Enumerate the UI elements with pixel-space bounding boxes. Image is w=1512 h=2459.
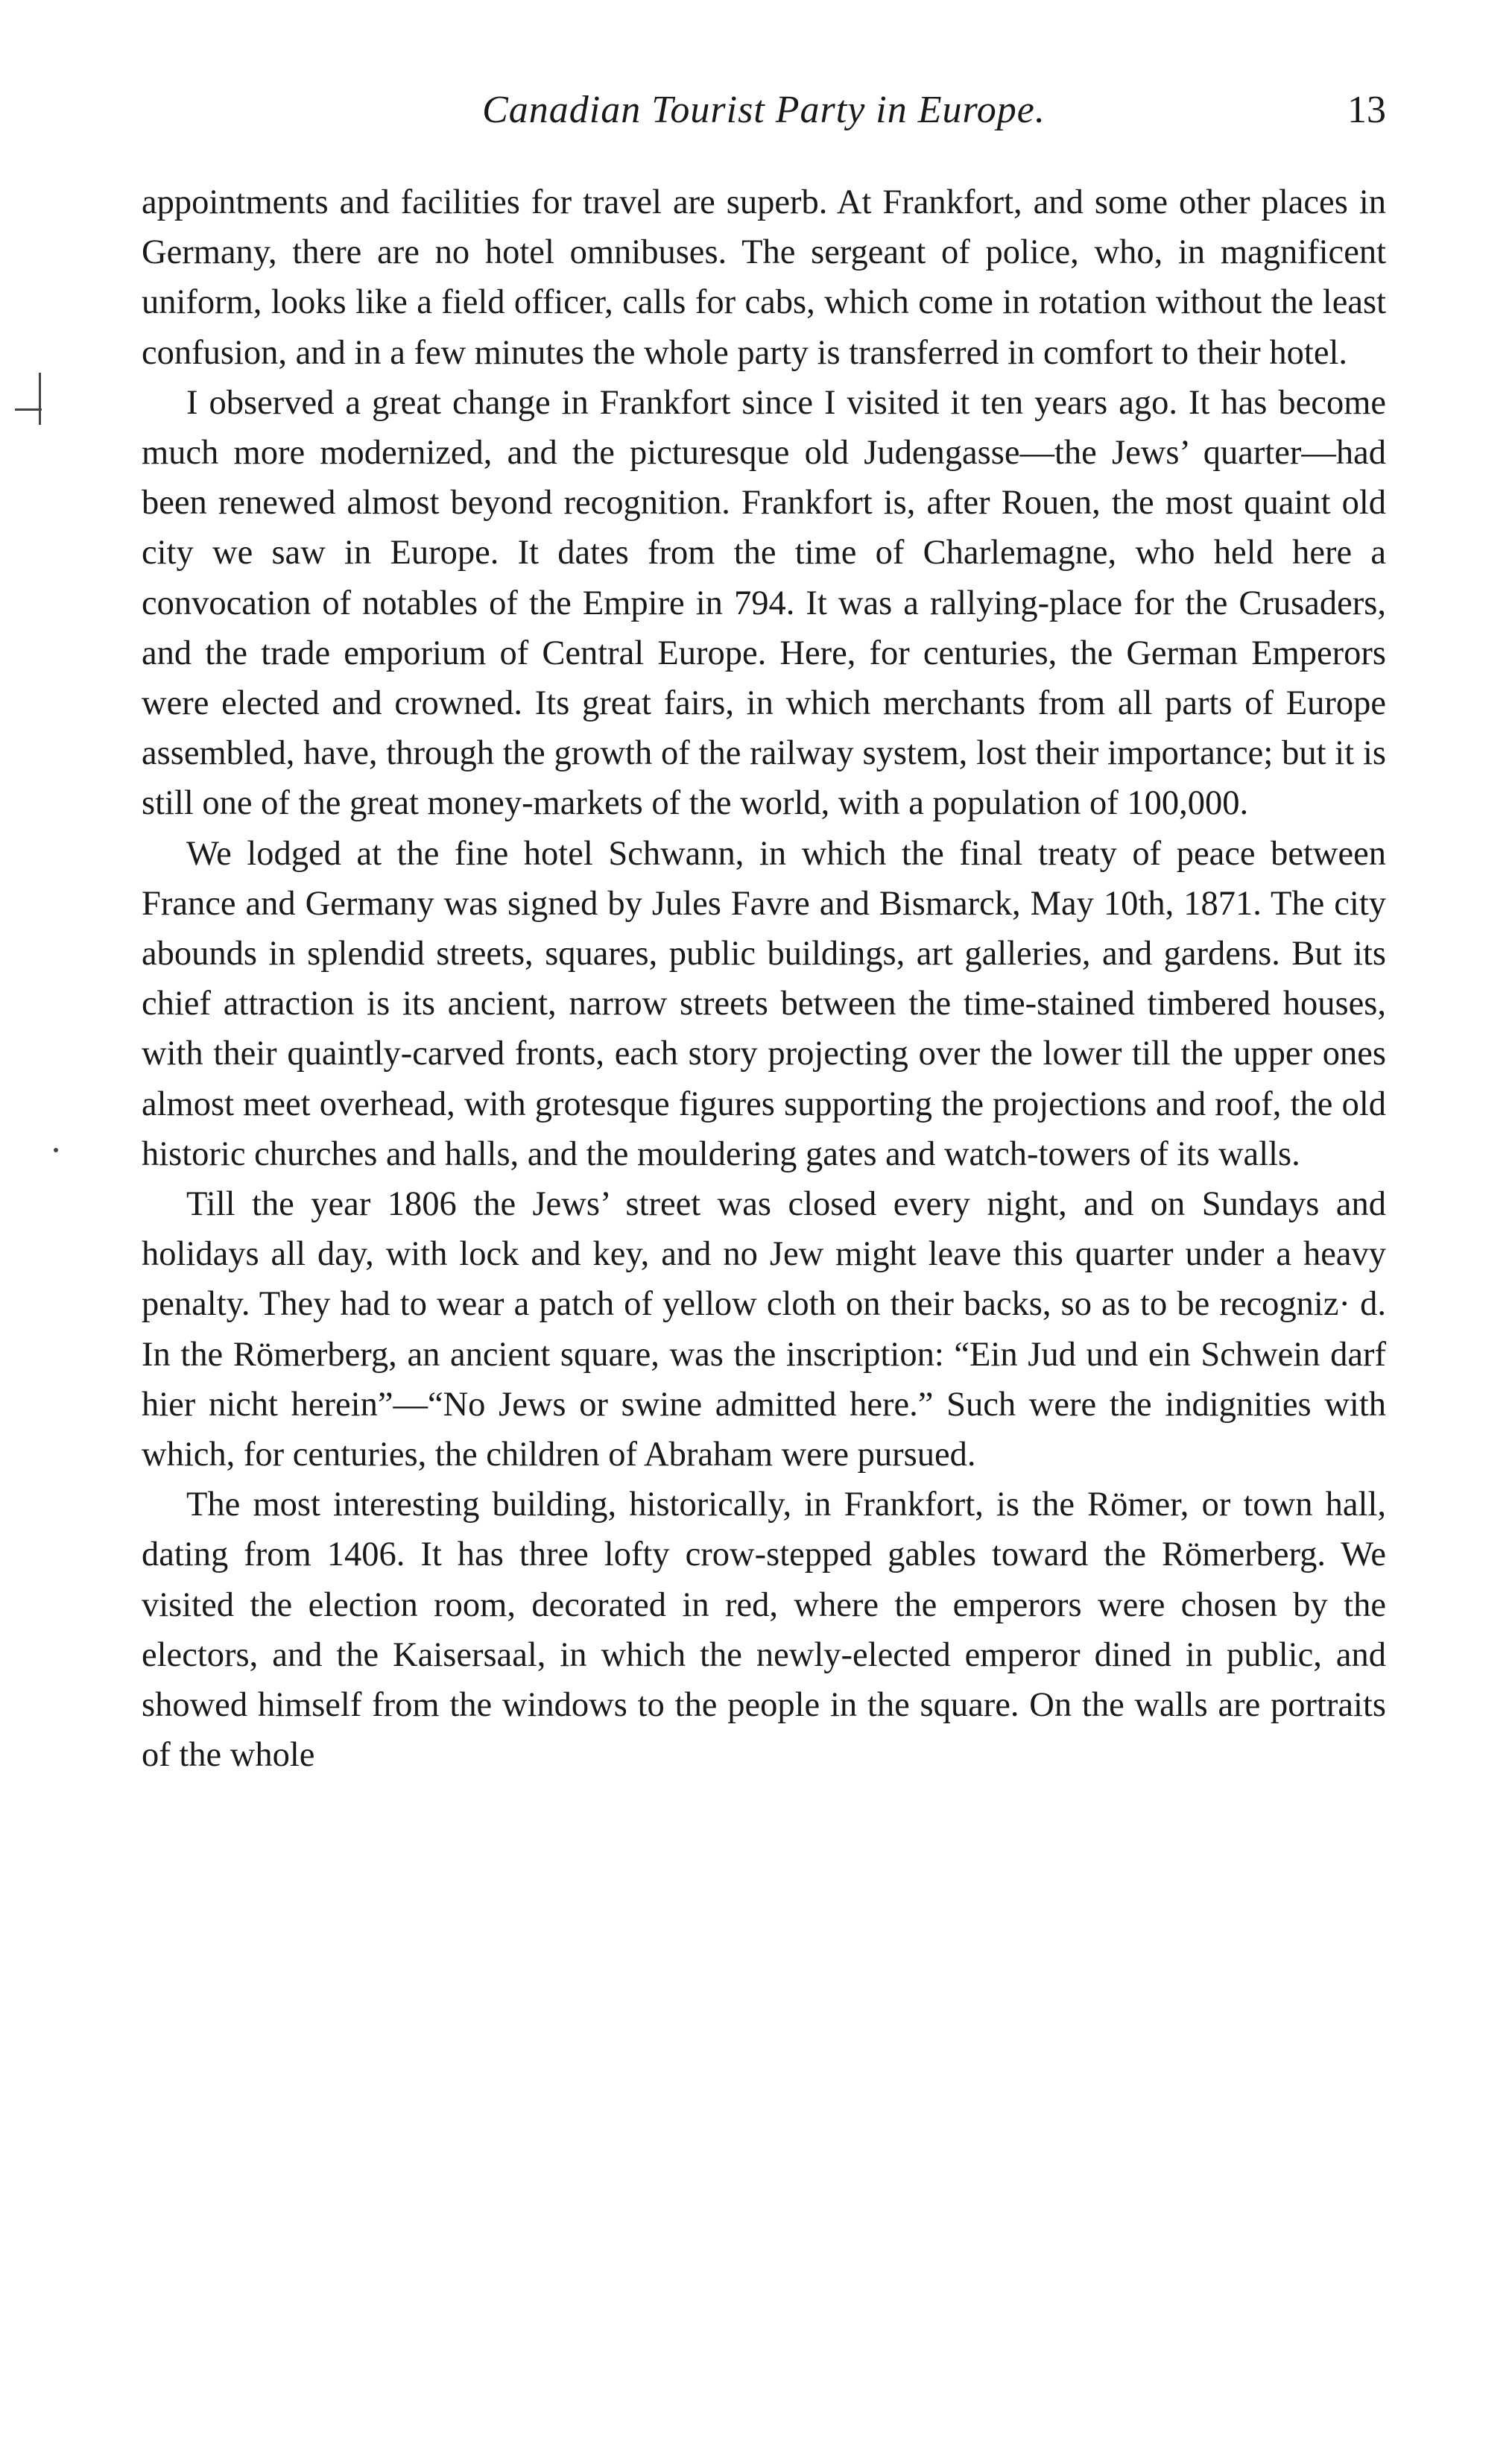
margin-mark-dash [15, 408, 42, 411]
body-text [142, 177, 1386, 1781]
page-number: 13 [1347, 89, 1386, 131]
running-title: Canadian Tourist Party in Europe. [482, 89, 1046, 131]
paragraph-4: Till the year 1806 the Jews’ street was closed every night, and on Sundays and holidays all day, with lock and key, and no Jew might leave this quarter under a heavy penalty. They had to wear a patch of yellow cloth on their backs, so as to be recogniz· d. In the Römerberg, an ancient square, was the inscription: “Ein Jud und ein Schwein darf hier nicht herein”—“No Jews or swine admitted here.” Such were the indignities with which, for centuries, the children of Abraham were pursued. [142, 1185, 1386, 1474]
margin-mark-bar [39, 373, 41, 425]
paragraph-5: The most interesting building, historically, in Frankfort, is the Römer, or town hall, dating from 1406. It has three lofty crow-stepped gables toward the Römerberg. We visited the election room, decorated in red, where the emperors were chosen by the electors, and the Kaisersaal, in which the newly-elected emperor dined in public, and showed himself from the windows to the people in the square. On the walls are portraits of the whole [142, 1486, 1386, 1775]
paragraph-2: I observed a great change in Frankfort since I visited it ten years ago. It has become much more modernized, and the picturesque old Judengasse—the Jews’ quarter—had been renewed almost beyond recognition. Frankfort is, after Rouen, the most quaint old city we saw in Europe. It dates from the time of Charlemagne, who held here a convocation of notables of the Empire in 794. It was a rallying-place for the Crusaders, and the trade emporium of Central Europe. Here, for centuries, the German Emperors were elected and crowned. Its great fairs, in which merchants from all parts of Europe assembled, have, through the growth of the railway system, lost their importance; but it is still one of the great money-markets of the world, with a population of 100,000. [142, 383, 1386, 823]
paragraph-1: appointments and facilities for travel are superb. At Frankfort, and some other places in Germany, there are no hotel omnibuses. The sergeant of police, who, in magnificent uniform, looks like a field officer, calls for cabs, which come in rotation without the least confusion, and in a few minutes the whole party is transferred in comfort to their hotel. [142, 183, 1386, 372]
margin-mark-dot [54, 1148, 58, 1152]
page-header [142, 88, 1386, 148]
paragraph-3: We lodged at the fine hotel Schwann, in which the final treaty of peace between France and Germany was signed by Jules Favre and Bismarck, May 10th, 1871. The city abounds in splendid streets, squares, public buildings, art galleries, and gardens. But its chief attraction is its ancient, narrow streets between the time-stained timbered houses, with their quaintly-carved fronts, each story projecting over the lower till the upper ones almost meet overhead, with grotesque figures supporting the projections and roof, the old historic churches and halls, and the mouldering gates and watch-towers of its walls. [142, 834, 1386, 1173]
